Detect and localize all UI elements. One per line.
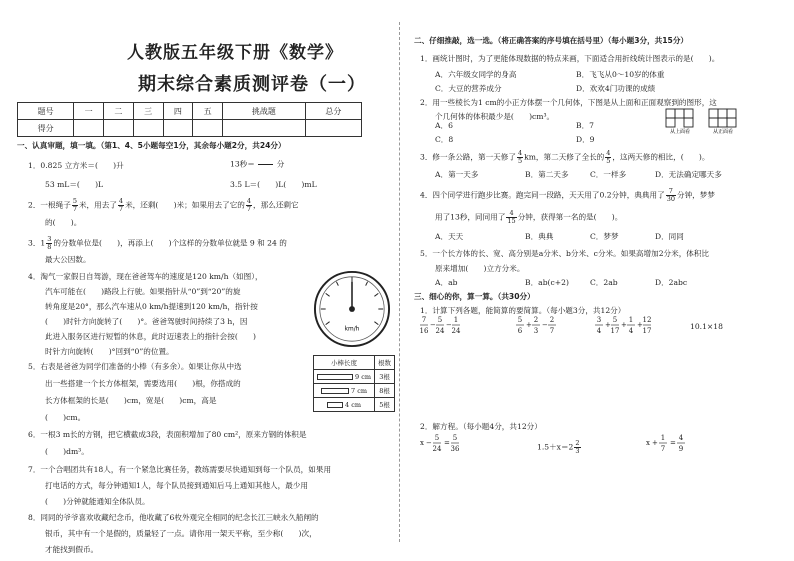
r-q2-option-d: D．9	[576, 135, 595, 144]
q3-fraction: $\frac{3}{8}$	[47, 235, 52, 251]
r-q2-line1: 2．用一些棱长为1 cm的小正方体摆一个几何体，下图是从上面和正面观察到的图形，这	[420, 98, 717, 107]
r-q3-stem: 3．修一条公路，第一天修了 $\frac{4}{5}$ km，第二天修了全长的 $\frac{4}{5}$ ，这两天修的相比，( )。	[420, 149, 710, 165]
q1-part-a: 1．0.825 立方米＝( )升	[28, 161, 124, 170]
score-cell: 二	[103, 103, 133, 120]
q2-line2: 的( )。	[45, 218, 82, 227]
q2-text-a: 2．一根绳子	[28, 200, 71, 210]
svg-text:−: −	[430, 321, 436, 329]
stick-header-count: 根数	[375, 356, 395, 370]
svg-text:1: 1	[660, 434, 666, 442]
r-q4-option-a: A．天天	[435, 232, 464, 241]
q2-fraction-1: $\frac{5}{7}$	[72, 197, 77, 213]
svg-text:24: 24	[435, 327, 445, 335]
svg-text:5: 5	[452, 434, 458, 442]
score-cell: 一	[74, 103, 104, 120]
svg-text:=: =	[670, 439, 676, 447]
svg-text:6: 6	[517, 327, 523, 335]
equation-3	[646, 432, 716, 456]
stick-count: 5根	[375, 398, 395, 412]
q8-line2: 银币，其中有一个是假的，质量轻了一点。请你用一架天平称，至少称( )次，	[45, 529, 317, 538]
svg-text:1: 1	[628, 316, 634, 324]
svg-text:1: 1	[453, 316, 459, 324]
q6-line2: ( )dm³。	[45, 447, 89, 456]
stick-row: 9 cm	[314, 370, 375, 384]
top-view-figure	[665, 108, 695, 134]
svg-text:7: 7	[660, 445, 666, 453]
q4-line2: 汽车可能在( )路段上行驶。如果指针从“0”到“20”的旋	[45, 287, 241, 296]
r-q5-option-c: C．2ab	[590, 278, 618, 287]
r-q5-option-b: B．ab(c+2)	[525, 278, 569, 287]
svg-text:+: +	[526, 321, 532, 329]
stick-count: 8根	[375, 384, 395, 398]
stick-row: 7 cm	[314, 384, 375, 398]
score-cell: 挑战题	[223, 103, 306, 120]
r-q4-option-c: C．梦梦	[590, 232, 619, 241]
svg-text:17: 17	[610, 327, 620, 335]
calc-expression-2	[516, 316, 556, 335]
q3-line1	[28, 236, 287, 251]
r-q4-line2: 用了13秒，同同用了 $\frac{4}{15}$ 分钟，获得第一名的是( )。	[435, 209, 623, 225]
svg-text:+: +	[637, 321, 643, 329]
stick-count: 3根	[375, 370, 395, 384]
q1b-fraction	[258, 157, 273, 172]
q1-part-b	[230, 157, 284, 172]
r-q3-option-d: D．无法确定哪天多	[655, 170, 722, 179]
score-row-label: 得分	[18, 120, 74, 137]
calc-1-instruction: 1．计算下列各题，能简算的要简算。（每小题3分，共12分）	[420, 306, 626, 315]
section-2-heading: 二、仔细推敲，选一选。（将正确答案的序号填在括号里）（每小题3分，共15分）	[414, 36, 689, 45]
r-q1-option-d: D．欢欢4门功课的成绩	[576, 84, 656, 93]
svg-text:+: +	[621, 321, 627, 329]
r-q4-option-b: B．典典	[525, 232, 554, 241]
svg-text:3: 3	[596, 316, 602, 324]
q5-line4: ( )cm。	[45, 413, 86, 422]
score-table	[17, 102, 362, 137]
svg-text:x: x	[420, 439, 424, 447]
front-view-figure	[708, 108, 738, 134]
calc-expressions	[420, 314, 780, 338]
r-q1-option-b: B．飞飞从0～10岁的体重	[576, 70, 665, 79]
r-q5-line1: 5．一个长方体的长、宽、高分别是a分米、b分米、c分米。如果高增加2分米，体积比	[420, 249, 710, 258]
svg-text:24: 24	[451, 327, 461, 335]
speedometer-unit: km/h	[344, 326, 360, 333]
svg-text:4: 4	[678, 434, 684, 442]
q2-line1	[28, 198, 299, 213]
r-q4-fraction-2: $\frac{4}{15}$	[507, 209, 516, 225]
svg-text:17: 17	[642, 327, 652, 335]
q4-line5: 此进入服务区进行短暂的休息，此时迈速表上的指针会按( )	[45, 332, 256, 341]
q8-line1: 8．同同的爷爷喜欢收藏纪念币，他收藏了6枚外观完全相同的纪念长江三峡永久船闸的	[28, 513, 319, 522]
svg-text:36: 36	[450, 445, 460, 453]
r-q4-line1: 4．四个同学进行跑步比赛。跑完同一段路，天天用了0.2分钟，典典用了 $\frac{7}{30}$ 分钟，梦梦	[420, 187, 715, 203]
r-q5-option-a: A．ab	[435, 278, 458, 287]
q2-fraction-3: $\frac{4}{7}$	[246, 197, 252, 213]
r-q1-option-c: C．大豆的营养成分	[435, 84, 502, 93]
r-q2-option-a: A．6	[435, 121, 453, 130]
q7-line3: ( )分钟就能通知全体队员。	[45, 497, 150, 506]
svg-text:16: 16	[420, 327, 429, 335]
q3-text-b: 的分数单位是( )，再添上( )个这样的分数单位就是 9 和 24 的	[53, 238, 287, 248]
equation-instruction: 2．解方程。（每小题4分，共12分）	[420, 422, 542, 431]
q4-line3: 转角度是20°，那么汽车速从0 km/h提速到120 km/h，指针按	[45, 302, 258, 311]
svg-text:24: 24	[432, 445, 442, 453]
r-q3-option-b: B．第二天多	[525, 170, 569, 179]
svg-text:−: −	[446, 321, 452, 329]
r-q4-fraction-1: $\frac{7}{30}$	[666, 187, 675, 203]
q5-line3: 长方体框架的长是( )cm，宽是( )cm，高是	[45, 396, 217, 405]
r-q5-line2: 原来增加( )立方分米。	[435, 264, 525, 273]
svg-text:3: 3	[533, 327, 539, 335]
svg-text:9: 9	[678, 445, 684, 453]
score-cell: 题号	[18, 103, 74, 120]
r-q2-line2: 个几何体的体积最少是( )cm³。	[435, 112, 555, 121]
score-blank[interactable]	[223, 120, 306, 137]
score-value-row	[18, 120, 362, 137]
score-cell: 总分	[305, 103, 361, 120]
stick-header-length: 小棒长度	[314, 356, 375, 370]
speedometer-image	[313, 270, 391, 348]
svg-text:x: x	[646, 439, 650, 447]
section-1-heading: 一、认真审题，填一填。（第1、4、5小题每空1分，其余每小题2分，共24分）	[17, 141, 286, 150]
r-q1-stem: 1．画统计图时，为了更能体现数据的特点来画，下面适合用折线统计图表示的是( )。	[420, 54, 720, 63]
svg-text:7: 7	[421, 316, 427, 324]
q8-line3: 才能找到假币。	[45, 545, 99, 554]
equation-2-fraction: $\frac{2}{3}$	[575, 439, 580, 455]
score-blank[interactable]	[305, 120, 361, 137]
svg-text:2: 2	[533, 316, 539, 324]
q6-line1: 6．一根3 m长的方钢，把它横截成3段，表面积增加了80 cm²，原来方钢的体积是	[28, 430, 307, 439]
q2-text-b: 米，用去了	[78, 200, 117, 210]
q5-line1: 5．右表是爸爸为同学们准备的小棒（有多余）。如果让你从中选	[28, 362, 242, 371]
q4-line6: 时针方向旋转( )°回到“0”的位置。	[45, 347, 174, 356]
exam-subtitle: 期末综合素质测评卷（一）	[138, 74, 366, 95]
svg-text:5: 5	[517, 316, 523, 324]
stick-table	[313, 355, 395, 412]
r-q1-option-a: A．六年级女同学的身高	[435, 70, 517, 79]
equation-1	[420, 432, 530, 456]
calc-expression-4: 10.1×18	[690, 322, 723, 331]
svg-text:−: −	[542, 321, 548, 329]
score-blank[interactable]	[103, 120, 133, 137]
q2-text-c: 米，还剩( )米；如果用去了它的	[125, 200, 245, 210]
q1-part-d: 3.5 L＝( )L( )mL	[230, 180, 317, 189]
svg-text:5: 5	[612, 316, 618, 324]
section-3-heading: 三、细心的你，算一算。（共30分）	[414, 292, 535, 301]
q1b-prefix: 13秒＝	[230, 159, 255, 169]
q5-line2: 出一些搭建一个长方体框架，需要选用( )根，你搭成的	[45, 379, 241, 388]
exam-title: 人教版五年级下册《数学》	[127, 43, 343, 63]
equation-2-text: 1.5＋x＝2	[537, 442, 574, 452]
q4-line1: 4．淘气一家假日自驾游，现在爸爸驾车的速度是120 km/h（如图），	[28, 272, 263, 281]
front-view-label: 从正面看	[712, 129, 734, 134]
r-q2-option-b: B．7	[576, 121, 595, 130]
score-cell: 五	[193, 103, 223, 120]
svg-text:12: 12	[642, 316, 652, 324]
equation-2	[537, 440, 582, 455]
q3-text-a: 3．1	[28, 238, 46, 248]
svg-text:−: −	[426, 439, 432, 447]
r-q3-option-c: C．一样多	[590, 170, 627, 179]
r-q4-option-d: D．同同	[655, 232, 684, 241]
score-blank[interactable]	[133, 120, 163, 137]
stick-row: 4 cm	[314, 398, 375, 412]
svg-text:7: 7	[549, 327, 555, 335]
r-q3-fraction-2: $\frac{4}{5}$	[606, 149, 611, 165]
q7-line1: 7．一个合唱团共有18人，有一个紧急比赛任务，教练需要尽快通知到每一个队员，如果用	[28, 465, 332, 474]
r-q3-fraction-1: $\frac{4}{5}$	[517, 149, 523, 165]
svg-text:4: 4	[596, 327, 602, 335]
q4-line4: ( )时针方向旋转了( )°。爸爸驾驶时间持续了3 h，因	[45, 317, 248, 326]
q1-part-c: 53 mL＝( )L	[45, 180, 104, 189]
svg-text:+: +	[652, 439, 658, 447]
q7-line2: 打电话的方式，每分钟通知1人，每个队员接到通知后马上通知其他人，最少用	[45, 481, 309, 490]
score-blank[interactable]	[193, 120, 223, 137]
svg-text:5: 5	[434, 434, 440, 442]
svg-text:=: =	[444, 439, 450, 447]
svg-text:+: +	[605, 321, 611, 329]
r-q5-option-d: D．2abc	[655, 278, 688, 287]
r-q2-option-c: C．8	[435, 135, 454, 144]
q1b-unit: 分	[276, 159, 285, 169]
column-divider	[399, 22, 400, 542]
score-cell: 四	[163, 103, 193, 120]
r-q3-option-a: A．第一天多	[435, 170, 479, 179]
top-view-label: 从上面看	[669, 129, 691, 134]
score-blank[interactable]	[163, 120, 193, 137]
score-header-row	[18, 103, 362, 120]
q3-line2: 最大公因数。	[45, 255, 91, 264]
score-blank[interactable]	[74, 120, 104, 137]
calc-expression-1	[420, 316, 461, 335]
q2-text-d: ，那么还剩它	[253, 200, 299, 210]
calc-expression-3	[595, 316, 651, 335]
svg-text:2: 2	[549, 316, 555, 324]
svg-text:4: 4	[628, 327, 634, 335]
q2-fraction-2: $\frac{4}{7}$	[118, 197, 124, 213]
svg-text:5: 5	[437, 316, 443, 324]
score-cell: 三	[133, 103, 163, 120]
